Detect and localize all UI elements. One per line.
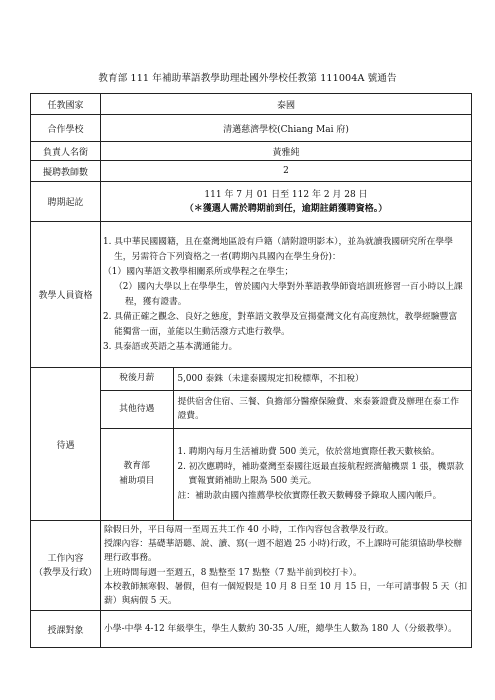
notice-title: 教育部 111 年補助華語教學助理赴國外學校任教第 111004A 號通告 xyxy=(98,73,397,84)
work-label xyxy=(31,521,101,611)
partner-label: 合作學校 xyxy=(31,115,101,142)
benefits-subtable xyxy=(101,368,471,520)
qualification-label: 教學人員資格 xyxy=(31,222,101,368)
qualification-subitem: （2）國內大學以上在學學生，曾於國內大學對外華語教學師資培訓班修習一百小時以上課程，獲有證書。 xyxy=(114,281,463,307)
qualification-item: 1. 具中華民國國籍，且在臺灣地區設有戶籍（請附證明影本），並為就讀我國研究所在學學生，另需符合下列資格之一者(聘期內具國內在學生身份)： xyxy=(103,236,453,262)
contact-value: 黃雅純 xyxy=(101,142,472,161)
qualification-item: 2. 具備正確之觀念、良好之態度，對華語文教學及宣揚臺灣文化有高度熱忱，教學經驗豐富能獨當一面，並能以生動活潑方式進行教學。 xyxy=(103,311,458,337)
country-label: 任教國家 xyxy=(31,94,101,115)
period-cell xyxy=(101,182,472,222)
count-value: 2 xyxy=(101,161,472,182)
row-qualification xyxy=(31,222,472,368)
row-count xyxy=(31,161,472,182)
partner-value: 清邁慈濟學校(Chiang Mai 府) xyxy=(101,115,472,142)
moe-subsidy-item: 1. 聘期內每月生活補助費 500 美元，依於當地實際任教天數核給。 xyxy=(177,447,440,458)
notice-table xyxy=(30,93,472,648)
row-work xyxy=(31,521,472,611)
moe-subsidy-label-line: 補助項目 xyxy=(119,476,155,487)
salary-value: 5,000 泰銖（未達泰國規定扣稅標準，不扣稅） xyxy=(177,373,364,384)
other-benefits-row xyxy=(101,390,471,428)
moe-subsidy-row xyxy=(101,428,471,520)
moe-subsidy-label xyxy=(101,428,173,520)
students-value: 小學-中學 4-12 年級學生，學生人數約 30-35 人/班，總學生人數為 180 人（分級教學）。 xyxy=(101,611,472,648)
row-country xyxy=(31,94,472,115)
row-contact xyxy=(31,142,472,161)
qualification-subitem: （1）國內華語文教學相關系所或學程之在學生； xyxy=(103,266,294,277)
contact-label: 負責人名銜 xyxy=(31,142,101,161)
row-students xyxy=(31,611,472,648)
benefits-cell xyxy=(101,368,472,521)
other-benefits-label: 其他待遇 xyxy=(101,390,173,428)
count-label: 擬聘教師數 xyxy=(31,161,101,182)
moe-subsidy-note: 註：補助款由國內推薦學校依實際任教天數轉發予錄取人國內帳戶。 xyxy=(177,490,442,501)
period-note: （＊獲選人需於聘期前到任，逾期註銷獲聘資格。） xyxy=(184,203,388,214)
work-line: 上班時間每週一至週五，8 點整至 17 點整（7 點半前到校打卡）。 xyxy=(104,567,362,578)
work-content xyxy=(101,521,472,611)
work-label-line: （教學及行政） xyxy=(33,567,97,578)
country-value: 泰國 xyxy=(101,94,472,115)
work-line: 除假日外，平日每周一至周五共工作 40 小時，工作內容包含教學及行政。 xyxy=(104,525,394,535)
students-label: 授課對象 xyxy=(31,611,101,648)
moe-subsidy-value xyxy=(173,428,471,520)
qualification-cell xyxy=(101,222,472,368)
other-benefits-value: 提供宿舍住宿、三餐、負擔部分醫療保險費、來泰簽證費及辦理在泰工作證費。 xyxy=(173,390,471,428)
work-label-line: 工作內容 xyxy=(47,553,84,564)
salary-row xyxy=(101,368,471,390)
qualification-item: 3. 具泰語或英語之基本溝通能力。 xyxy=(103,341,238,352)
row-benefits xyxy=(31,368,472,521)
work-line: 授課內容：基礎華語聽、說、讀、寫(一週不超過 25 小時)行政，不上課時可能須協助學校辦理行政事務。 xyxy=(104,539,462,564)
row-period xyxy=(31,182,472,222)
work-line: 本校教師無寒假、暑假，但有一個短假是 10 月 8 日至 10 月 15 日，一年可請事假 5 天（扣薪）與病假 5 天。 xyxy=(104,581,468,607)
salary-label: 稅後月薪 xyxy=(101,368,173,390)
moe-subsidy-item: 2. 初次應聘時，補助臺灣至泰國往返最直接航程經濟艙機票 1 張，機票款實報實銷補助上限為 500 美元。 xyxy=(177,461,464,487)
period-label: 聘期起訖 xyxy=(31,182,101,222)
moe-subsidy-label-line: 教育部 xyxy=(123,461,150,472)
period-value: 111 年 7 月 01 日至 112 年 2 月 28 日 xyxy=(204,189,368,200)
benefits-label: 待遇 xyxy=(31,368,101,521)
row-partner xyxy=(31,115,472,142)
